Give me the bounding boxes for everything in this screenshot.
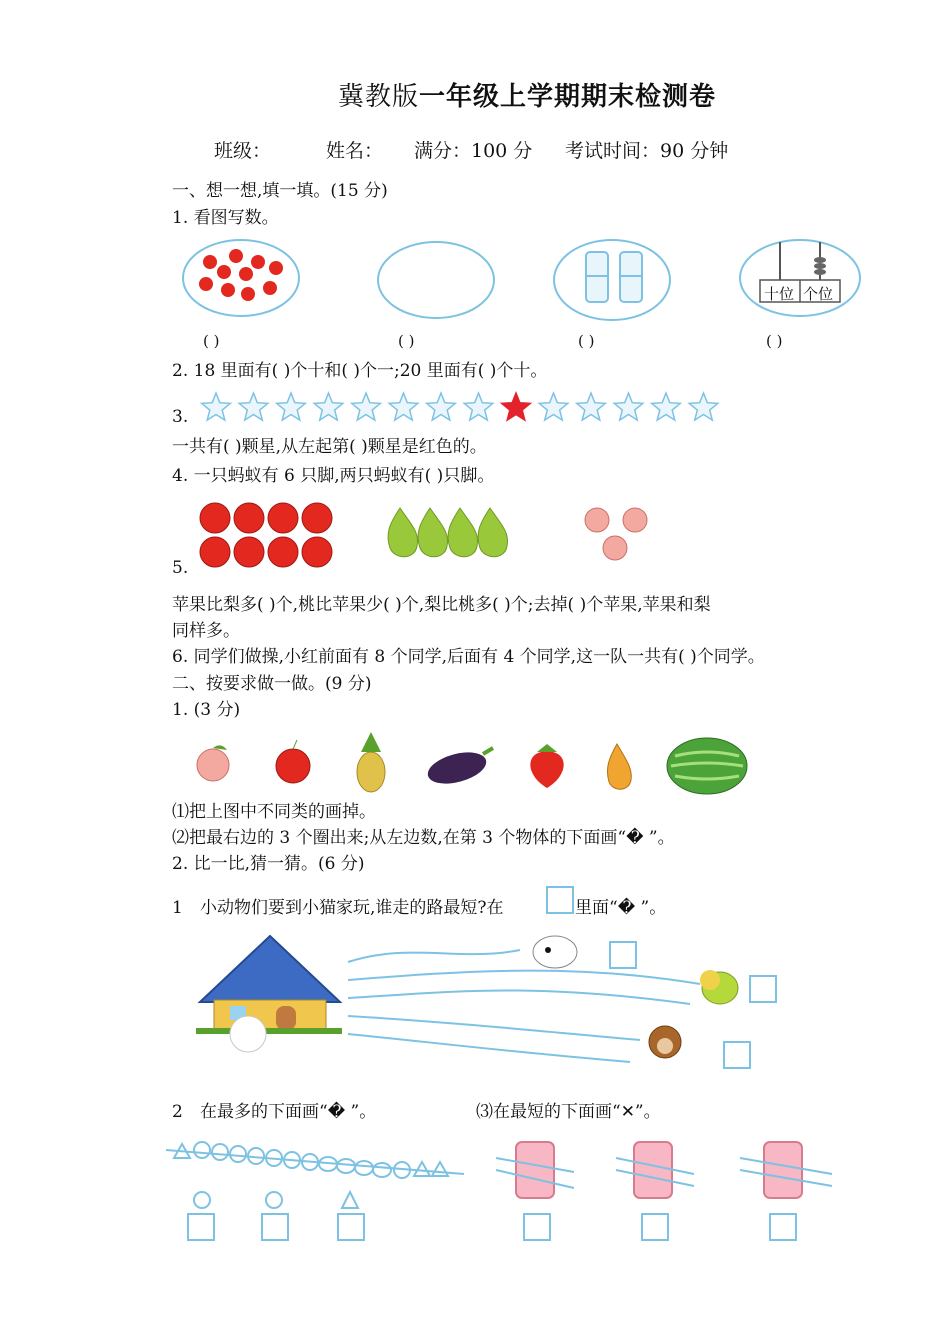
q2-2-text: 2. 比一比,猜一猜。(6 分) <box>172 854 365 874</box>
compare-scene <box>160 1128 840 1248</box>
answer-paren-2[interactable]: ( ) <box>398 332 415 350</box>
score-label: 满分：100 分 <box>414 140 533 162</box>
answer-box-dog <box>610 942 636 968</box>
answer-box-cylinder-1 <box>524 1214 550 1240</box>
abacus <box>740 240 860 316</box>
answer-paren-1[interactable]: ( ) <box>203 332 220 350</box>
stars-row <box>196 390 736 426</box>
q1-4-text: 4. 一只蚂蚁有 6 只脚,两只蚂蚁有( )只脚。 <box>172 466 495 486</box>
pear-icon <box>607 744 631 789</box>
apple-icon <box>276 740 310 783</box>
abacus-ones-label: 个位 <box>803 285 834 303</box>
q1-3-text: 一共有( )颗星,从左起第( )颗星是红色的。 <box>172 437 487 457</box>
q1-2-text: 2. 18 里面有( )个十和( )个一;20 里面有( )个十。 <box>172 361 548 381</box>
q1-3-number: 3. <box>172 407 189 427</box>
strawberry-icon <box>530 744 563 788</box>
answer-box-oval <box>262 1214 288 1240</box>
star-icon <box>389 393 418 420</box>
page-title <box>338 82 717 112</box>
peaches-icon <box>585 508 647 560</box>
monkey-icon <box>649 1026 681 1058</box>
winding-paths <box>348 950 700 1062</box>
empty-plate <box>378 242 494 318</box>
strawberry-plate <box>183 240 299 316</box>
dog-icon <box>533 936 577 968</box>
q2-1-sub-a: ⑴把上图中不同类的画掉。 <box>172 802 376 822</box>
section2-heading: 二、按要求做一做。(9 分) <box>172 674 372 694</box>
star-icon <box>352 393 381 420</box>
strawberries-icon <box>199 249 283 301</box>
star-icon <box>239 393 268 420</box>
answer-box-triangle <box>338 1214 364 1240</box>
q1-6-text: 6. 同学们做操,小红前面有 8 个同学,后面有 4 个同学,这一队一共有( )个同学。 <box>172 647 765 667</box>
cat-house-icon <box>196 936 342 1052</box>
stick-bundle-icon <box>586 252 642 302</box>
title-prefix: 冀教版 <box>338 82 420 112</box>
q2-2-1-text-a: 小动物们要到小猫家玩,谁走的路最短?在 <box>200 898 504 918</box>
peach-icon <box>197 745 229 781</box>
q2-1-sub-b: ⑵把最右边的 3 个圈出来;从左边数,在第 3 个物体的下面画“� ”。 <box>172 828 675 848</box>
star-icon <box>577 393 606 420</box>
name-label: 姓名： <box>326 140 384 162</box>
q2-2-2-number: 2 <box>172 1102 183 1122</box>
section1-heading: 一、想一想,填一填。(15 分) <box>172 181 388 201</box>
star-icon <box>614 393 643 420</box>
red-star-icon <box>502 393 531 420</box>
stick-bundles <box>554 240 670 320</box>
star-icon <box>539 393 568 420</box>
answer-box-sample <box>546 886 576 916</box>
answer-box-cylinder-2 <box>642 1214 668 1240</box>
star-icon <box>652 393 681 420</box>
q2-2-2-text: 在最多的下面画“� ”。 <box>200 1102 377 1122</box>
answer-box-circle <box>188 1214 214 1240</box>
star-icon <box>314 393 343 420</box>
q1-5-number: 5. <box>172 558 189 578</box>
answer-paren-4[interactable]: ( ) <box>766 332 783 350</box>
q1-1-text: 1. 看图写数。 <box>172 208 279 228</box>
class-label: 班级： <box>214 140 272 162</box>
answer-box-cylinder-3 <box>770 1214 796 1240</box>
time-label: 考试时间：90 分钟 <box>565 140 729 162</box>
objects-row <box>185 730 785 800</box>
bead-string <box>166 1142 464 1178</box>
q1-5-text-line2: 同样多。 <box>172 621 240 641</box>
pineapple-icon <box>357 732 385 792</box>
abacus-tens-label: 十位 <box>764 285 795 303</box>
bead-shapes-legend <box>188 1192 364 1240</box>
star-icon <box>464 393 493 420</box>
star-icon <box>427 393 456 420</box>
deer-icon <box>700 970 738 1004</box>
fruit-group <box>195 498 695 578</box>
star-icon <box>202 393 231 420</box>
star-icon <box>689 393 718 420</box>
q2-1-text: 1. (3 分) <box>172 700 241 720</box>
rope-cylinders <box>496 1142 832 1240</box>
q2-2-1-text-b: 里面“� ”。 <box>575 898 667 918</box>
watermelon-icon <box>667 738 747 794</box>
apples-icon <box>200 503 332 567</box>
answer-paren-3[interactable]: ( ) <box>578 332 595 350</box>
star-icon <box>277 393 306 420</box>
answer-box-deer <box>750 976 776 1002</box>
q2-2-3-text: ⑶在最短的下面画“✕”。 <box>476 1102 661 1122</box>
path-scene <box>190 922 790 1082</box>
pears-icon <box>388 508 508 557</box>
q2-2-1-number: 1 <box>172 898 183 918</box>
answer-box-monkey <box>724 1042 750 1068</box>
q1-5-text-line1: 苹果比梨多( )个,桃比苹果少( )个,梨比桃多( )个;去掉( )个苹果,苹果和梨 <box>172 595 711 615</box>
eggplant-icon <box>424 747 493 790</box>
title-main: 一年级上学期期末检测卷 <box>419 82 717 112</box>
